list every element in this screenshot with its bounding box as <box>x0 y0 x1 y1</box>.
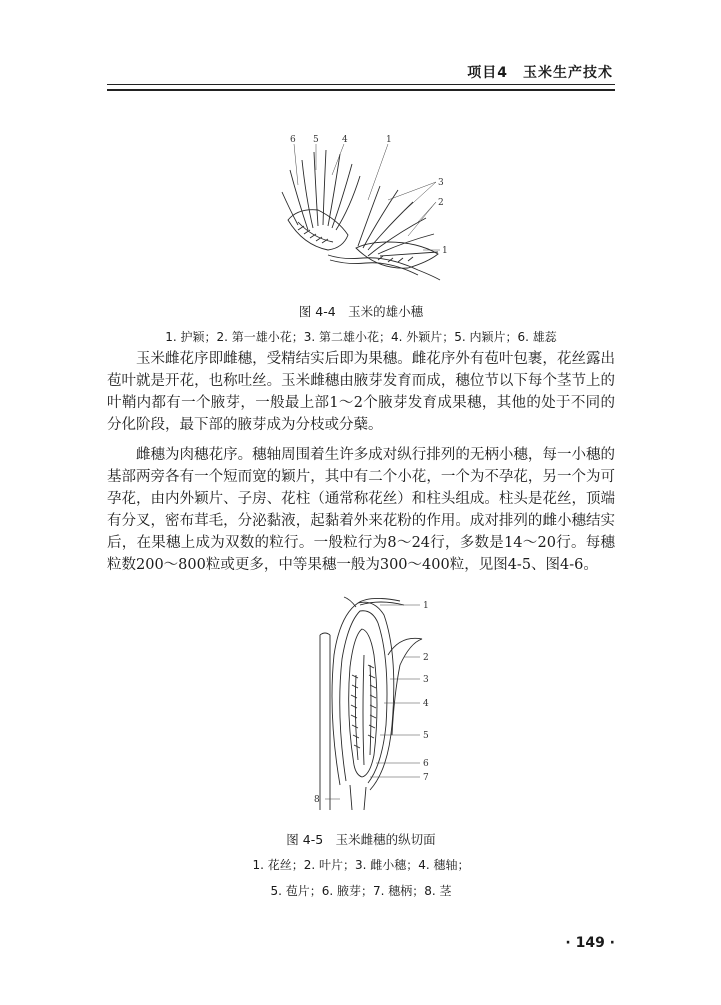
figure-4-5-caption-legend-line-2: 5. 苞片；6. 腋芽；7. 穗柄；8. 茎 <box>270 884 452 898</box>
fig4-label-1-top: 1 <box>386 135 392 145</box>
figure-4-4-caption-legend: 1. 护颖；2. 第一雄小花；3. 第二雄小花；4. 外颖片；5. 内颖片；6. 雄蕊 <box>165 330 557 344</box>
fig5-label-6: 6 <box>423 759 429 769</box>
fig4-label-1-bottom: 1 <box>442 246 448 256</box>
header-rule-thick <box>107 89 615 91</box>
page-number: · 149 · <box>565 935 615 951</box>
fig5-label-4: 4 <box>423 699 429 709</box>
fig4-label-2: 2 <box>438 198 444 208</box>
fig4-label-6: 6 <box>290 135 296 145</box>
fig5-label-3: 3 <box>423 675 429 685</box>
fig4-label-4: 4 <box>342 135 348 145</box>
figure-4-5-caption-legend-line-1: 1. 花丝；2. 叶片；3. 雌小穗；4. 穗轴； <box>252 858 470 872</box>
fig4-label-3: 3 <box>438 178 444 188</box>
fig5-label-2: 2 <box>423 653 429 663</box>
figure-4-5-caption-title: 图 4-5 玉米雌穗的纵切面 <box>286 832 436 847</box>
fig5-label-8: 8 <box>314 795 320 805</box>
running-header-title: 项目4 玉米生产技术 <box>467 65 613 81</box>
body-paragraph-2: 雌穗为肉穗花序。穗轴周围着生许多成对纵行排列的无柄小穗，每一小穗的基部两旁各有一个短而宽的颖片，其中有二个小花，一个为不孕花，另一个为可孕花，由内外颖片、子房、花柱（通常称花丝）和柱头组成。柱头是花丝，顶端有分叉，密布茸毛，分泌黏液，起黏着外来花粉的作用。成对排列的雌小穗结实后，在果穗上成为双数的粒行。一般粒行为8～24行，多数是14～20行。每穗粒数200～800粒或更多，中等果穗一般为300～400粒，见图4-5、图4-6。 <box>107 447 615 573</box>
fig5-label-1: 1 <box>423 601 429 611</box>
figure-4-4-caption-title: 图 4-4 玉米的雄小穗 <box>298 304 424 319</box>
fig4-label-5: 5 <box>313 135 319 145</box>
header-rule-thin <box>107 84 615 85</box>
figure-4-4-male-spikelet-illustration <box>268 130 468 290</box>
figure-4-5-ear-section-illustration <box>300 595 440 815</box>
body-paragraph-1: 玉米雌花序即雌穗，受精结实后即为果穗。雌花序外有苞叶包裹，花丝露出苞叶就是开花，也称吐丝。玉米雌穗由腋芽发育而成，穗位节以下每个茎节上的叶鞘内都有一个腋芽，一般最上部1～2个腋芽发育成果穗，其他的处于不同的分化阶段，最下部的腋芽成为分枝或分蘖。 <box>107 351 615 433</box>
fig5-label-5: 5 <box>423 731 429 741</box>
fig5-label-7: 7 <box>423 773 429 783</box>
